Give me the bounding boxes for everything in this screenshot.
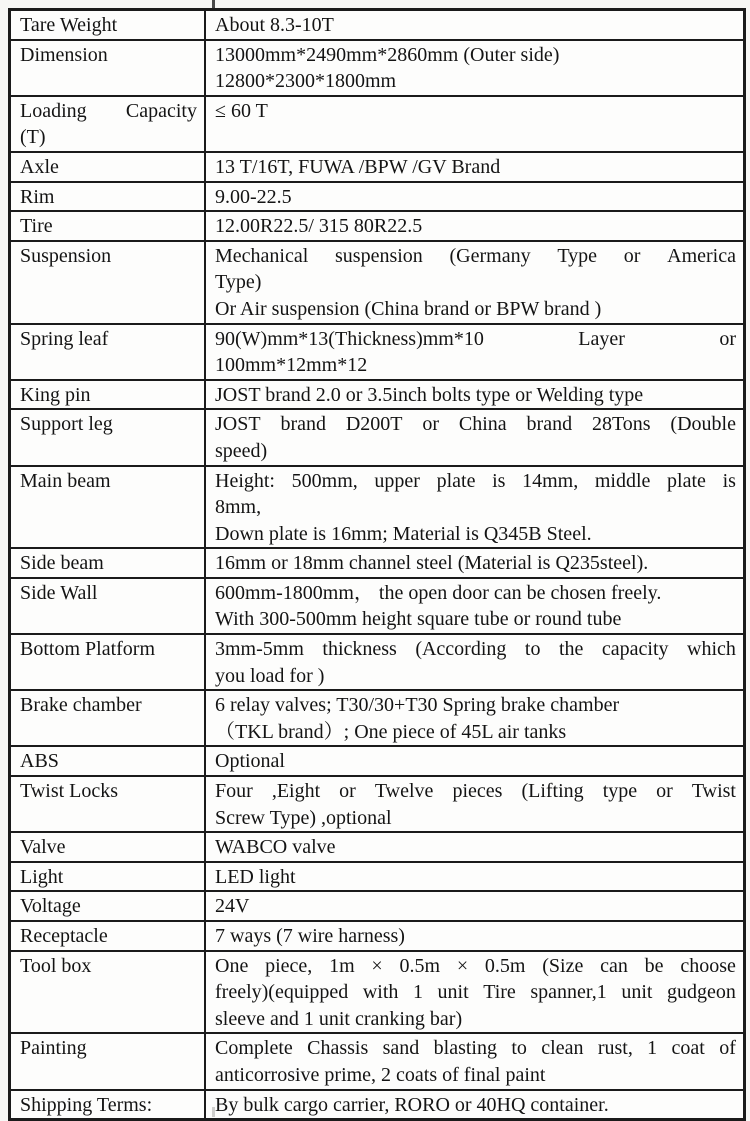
text-line: WABCO valve <box>215 836 336 859</box>
spec-label-cell <box>10 211 206 241</box>
word: 1 <box>412 981 423 1004</box>
word: ,Eight <box>271 780 321 803</box>
text-line: Shipping Terms: <box>20 1093 153 1116</box>
table-row <box>10 921 745 951</box>
word: Mechanical <box>215 244 309 267</box>
text-line: Axle <box>20 155 59 178</box>
text-line: 12.00R22.5/ 315 80R22.5 <box>215 215 423 238</box>
word: Layer <box>578 327 625 350</box>
word: Type <box>557 244 598 267</box>
word: or <box>719 327 736 350</box>
text-line: Dimension <box>20 43 108 66</box>
spec-label-cell <box>10 634 206 690</box>
text-line <box>11 98 204 125</box>
spec-label-cell <box>10 776 206 832</box>
word: (Germany <box>449 244 531 267</box>
spec-value-cell <box>205 776 745 832</box>
text-line <box>206 411 743 438</box>
word: Capacity <box>125 99 197 122</box>
table-row <box>10 832 745 862</box>
spec-label-cell <box>10 548 206 578</box>
word: is <box>722 469 736 492</box>
text-line: Down plate is 16mm; Material is Q345B Steel. <box>215 522 592 545</box>
spec-value-cell <box>205 380 745 410</box>
word: Tire <box>483 981 516 1004</box>
table-row <box>10 40 745 96</box>
column-divider-stub-bottom <box>212 1107 215 1117</box>
word: plate <box>436 469 476 492</box>
text-line: 24V <box>215 895 250 918</box>
text-line: ≤ 60 T <box>215 99 268 122</box>
word: or <box>623 244 641 267</box>
spec-label-cell <box>10 324 206 380</box>
table-row <box>10 690 745 746</box>
text-line: Twist Locks <box>20 780 119 803</box>
word: clean <box>541 1037 584 1060</box>
text-line: Optional <box>215 750 285 773</box>
word: 14mm, <box>522 469 579 492</box>
table-row <box>10 776 745 832</box>
table-row <box>10 862 745 892</box>
spec-label-cell <box>10 891 206 921</box>
word: 28Tons <box>591 413 651 436</box>
spec-value-cell <box>205 211 745 241</box>
table-row <box>10 409 745 465</box>
text-line: Light <box>20 865 64 888</box>
word: coat <box>671 1037 705 1060</box>
text-line: Tool box <box>20 954 92 977</box>
table-row <box>10 10 745 40</box>
word: piece, <box>265 954 313 977</box>
spec-value-cell <box>205 40 745 96</box>
text-line: Rim <box>20 185 55 208</box>
table-row <box>10 380 745 410</box>
spec-value-cell <box>205 832 745 862</box>
text-line: speed) <box>215 439 268 462</box>
word: 1 <box>647 1037 658 1060</box>
spec-value-cell <box>205 746 745 776</box>
word: middle <box>594 469 651 492</box>
word: thickness <box>322 638 397 661</box>
word: pieces <box>452 780 503 803</box>
text-line: Screw Type) ,optional <box>215 806 392 829</box>
word: 1m <box>329 954 355 977</box>
spec-value-cell <box>205 921 745 951</box>
word: 3mm-5mm <box>215 638 304 661</box>
word: upper <box>374 469 420 492</box>
text-line <box>206 468 743 495</box>
table-row <box>10 211 745 241</box>
spec-value-cell <box>205 324 745 380</box>
word: suspension <box>335 244 423 267</box>
word: be <box>644 954 664 977</box>
word: type <box>602 780 638 803</box>
word: of <box>719 1037 736 1060</box>
word: which <box>687 638 736 661</box>
text-line: 16mm or 18mm channel steel (Material is Q235steel). <box>215 552 649 575</box>
word: unit <box>437 981 469 1004</box>
word: or <box>656 780 673 803</box>
text-line: 100mm*12mm*12 <box>215 354 368 377</box>
spec-label-cell <box>10 380 206 410</box>
word: sand <box>382 1037 420 1060</box>
text-line: Brake chamber <box>20 694 142 717</box>
text-line: Side Wall <box>20 581 98 604</box>
word: JOST <box>215 413 261 436</box>
table-row <box>10 1090 745 1120</box>
spec-value-cell <box>205 634 745 690</box>
word: with <box>362 981 399 1004</box>
text-line: By bulk cargo carrier, RORO or 40HQ container. <box>215 1093 609 1116</box>
table-row <box>10 1033 745 1089</box>
table-row <box>10 746 745 776</box>
text-line: With 300-500mm height square tube or round tube <box>215 608 622 631</box>
text-line: Bottom Platform <box>20 638 155 661</box>
text-line: 9.00-22.5 <box>215 185 292 208</box>
text-line: Main beam <box>20 469 111 492</box>
text-line: Suspension <box>20 244 112 267</box>
word: Twist <box>691 780 736 803</box>
text-line <box>206 326 743 353</box>
spec-label-cell <box>10 96 206 152</box>
spec-value-cell <box>205 548 745 578</box>
table-row <box>10 548 745 578</box>
text-line: Tare Weight <box>20 14 118 36</box>
word: can <box>600 954 628 977</box>
text-line: About 8.3-10T <box>215 14 334 36</box>
word: spanner,1 <box>530 981 607 1004</box>
spec-label-cell <box>10 40 206 96</box>
word: 0.5m <box>484 954 526 977</box>
spec-label-cell <box>10 832 206 862</box>
text-line: JOST brand 2.0 or 3.5inch bolts type or Welding type <box>215 383 644 406</box>
spec-value-cell <box>205 182 745 212</box>
word: or <box>339 780 356 803</box>
text-line: you load for ) <box>215 664 325 687</box>
word: choose <box>680 954 736 977</box>
word: Twelve <box>374 780 434 803</box>
text-line <box>206 243 743 270</box>
text-line: Receptacle <box>20 925 108 947</box>
spec-value-cell <box>205 1033 745 1089</box>
text-line <box>206 778 743 805</box>
text-line: 7 ways (7 wire harness) <box>215 925 405 947</box>
text-line: sleeve and 1 unit cranking bar) <box>215 1007 463 1030</box>
spec-value-cell <box>205 690 745 746</box>
text-line <box>206 979 743 1006</box>
spec-label-cell <box>10 466 206 549</box>
specification-table <box>8 8 746 1121</box>
word: brand <box>280 413 326 436</box>
spec-value-cell <box>205 1090 745 1120</box>
word: One <box>215 954 249 977</box>
spec-label-cell <box>10 690 206 746</box>
table-row <box>10 951 745 1034</box>
table-row <box>10 152 745 182</box>
word: (According <box>415 638 507 661</box>
spec-label-cell <box>10 862 206 892</box>
word: plate <box>667 469 706 492</box>
text-line: LED light <box>215 865 296 888</box>
text-line: ABS <box>20 750 59 773</box>
word: 90(W)mm*13(Thickness)mm*10 <box>215 327 484 350</box>
word: rust, <box>597 1037 633 1060</box>
spec-value-cell <box>205 96 745 152</box>
text-line: 600mm-1800mm， the open door can be chosen freely. <box>215 581 662 604</box>
table-row <box>10 891 745 921</box>
spec-value-cell <box>205 951 745 1034</box>
text-line: Or Air suspension (China brand or BPW brand ) <box>215 297 602 320</box>
word: freely)(equipped <box>215 981 349 1004</box>
word: Complete <box>215 1037 293 1060</box>
text-line: 8mm, <box>215 496 262 519</box>
text-line <box>206 636 743 663</box>
spec-value-cell <box>205 409 745 465</box>
spec-label-cell <box>10 578 206 634</box>
table-row <box>10 578 745 634</box>
text-line: 13 T/16T, FUWA /BPW /GV Brand <box>215 155 501 178</box>
word: 500mm, <box>291 469 358 492</box>
word: (Size <box>542 954 584 977</box>
spec-label-cell <box>10 746 206 776</box>
text-line: (T) <box>20 126 46 149</box>
text-line: Voltage <box>20 895 81 918</box>
text-line <box>206 953 743 980</box>
text-line: King pin <box>20 383 91 406</box>
text-line: Valve <box>20 836 66 859</box>
text-line: Painting <box>20 1037 87 1060</box>
word: to <box>524 638 541 661</box>
text-line: 12800*2300*1800mm <box>215 70 397 93</box>
word: is <box>492 469 506 492</box>
word: D200T <box>345 413 403 436</box>
spec-value-cell <box>205 862 745 892</box>
text-line: anticorrosive prime, 2 coats of final paint <box>215 1063 546 1086</box>
spec-value-cell <box>205 10 745 40</box>
spec-value-cell <box>205 466 745 549</box>
text-line: 6 relay valves; T30/30+T30 Spring brake chamber <box>215 694 620 717</box>
spec-label-cell <box>10 241 206 324</box>
table-row <box>10 96 745 152</box>
word: gudgeon <box>667 981 736 1004</box>
spec-label-cell <box>10 152 206 182</box>
word: blasting <box>433 1037 497 1060</box>
table-row <box>10 324 745 380</box>
specification-table-body <box>10 10 745 1120</box>
word: (Double <box>670 413 736 436</box>
table-row <box>10 241 745 324</box>
text-line: Spring leaf <box>20 327 109 350</box>
table-row <box>10 634 745 690</box>
word: to <box>511 1037 527 1060</box>
spec-label-cell <box>10 1090 206 1120</box>
word: brand <box>526 413 573 436</box>
word: Height: <box>215 469 275 492</box>
spec-label-cell <box>10 1033 206 1089</box>
text-line: 13000mm*2490mm*2860mm (Outer side) <box>215 43 560 66</box>
text-line: （TKL brand）; One piece of 45L air tanks <box>215 720 567 743</box>
word: capacity <box>601 638 669 661</box>
text-line: Type) <box>215 271 262 294</box>
text-line <box>206 1035 743 1062</box>
word: Chassis <box>307 1037 369 1060</box>
word: America <box>667 244 736 267</box>
word: China <box>458 413 507 436</box>
spec-label-cell <box>10 409 206 465</box>
text-line: Side beam <box>20 552 104 575</box>
table-row <box>10 466 745 549</box>
text-line: Support leg <box>20 413 113 436</box>
spec-label-cell <box>10 951 206 1034</box>
table-row <box>10 182 745 212</box>
spec-value-cell <box>205 578 745 634</box>
spec-label-cell <box>10 921 206 951</box>
spec-label-cell <box>10 10 206 40</box>
word: Loading <box>20 99 87 122</box>
text-line: Tire <box>20 215 53 238</box>
spec-value-cell <box>205 152 745 182</box>
word: × <box>456 954 469 977</box>
word: 0.5m <box>399 954 441 977</box>
word: unit <box>621 981 653 1004</box>
word: the <box>558 638 584 661</box>
word: (Lifting <box>521 780 584 803</box>
word: Four <box>215 780 253 803</box>
word: × <box>371 954 383 977</box>
spec-value-cell <box>205 891 745 921</box>
word: or <box>422 413 440 436</box>
spec-value-cell <box>205 241 745 324</box>
spec-label-cell <box>10 182 206 212</box>
